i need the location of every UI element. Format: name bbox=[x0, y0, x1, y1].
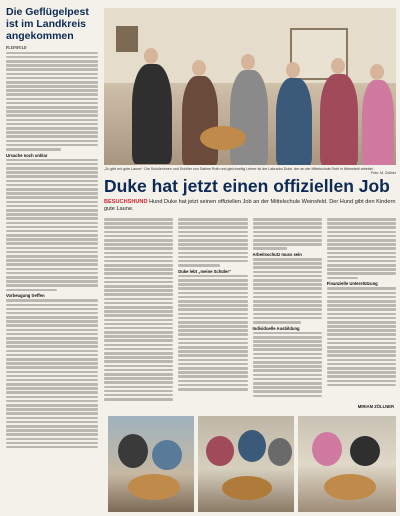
classroom-photo bbox=[104, 8, 396, 165]
article-column-4 bbox=[327, 218, 396, 418]
subhead-finanzielle: Finanzielle Unterstützung bbox=[326, 281, 378, 287]
article-column-1 bbox=[104, 218, 173, 418]
deck-text: Hund Duke hat jetzt seinen offiziellen Job an der Mittelschule Weinsfeld. Der Hund gibt den Kindern gute Laune. bbox=[104, 199, 396, 212]
photo-caption-text: „Zu gibt mir gute Laune“: Die Schülerinnen und Schüler von Sabine Roth und gleichzeitig Lehrer ist der Labrador Duke, der an der Mittelschule Roth in Weinsfeld arbeitet. bbox=[104, 167, 374, 171]
sidebar-body bbox=[6, 46, 98, 448]
sidebar-dateline: PLEINFELD bbox=[6, 46, 27, 50]
deck-dateline: BESUCHSHUND bbox=[104, 199, 148, 205]
sidebar-subhead-1: Ursache noch unklar bbox=[6, 152, 48, 158]
article-column-2 bbox=[178, 218, 247, 418]
photo-caption bbox=[104, 167, 396, 176]
sidebar-text-block-1 bbox=[6, 52, 98, 151]
subhead-arbeitsschutz: Arbeitsschutz muss sein bbox=[252, 251, 302, 257]
main-headline: Duke hat jetzt einen offiziellen Job bbox=[104, 176, 390, 196]
photo-credit: Foto: M. Zollner bbox=[370, 171, 396, 176]
article-deck bbox=[104, 199, 396, 213]
sidebar-subhead-2: Vorbeugung treffen bbox=[6, 293, 45, 299]
subhead-ausbildung: Individuelle Ausbildung bbox=[252, 325, 300, 331]
sidebar-text-block-3 bbox=[6, 299, 98, 448]
subhead-duke-lebt: Duke lebt „meine Schüler“ bbox=[178, 268, 232, 274]
photo-bottom-3 bbox=[298, 416, 396, 512]
sidebar-article bbox=[6, 6, 98, 448]
article-column-3 bbox=[253, 218, 322, 418]
sidebar-headline: Die Geflügelpest ist im Landkreis angekommen bbox=[6, 6, 89, 42]
byline: MIRIAM ZÖLLNER bbox=[357, 404, 394, 409]
article-columns bbox=[104, 218, 396, 418]
photo-bottom-2 bbox=[198, 416, 294, 512]
sidebar-text-block-2 bbox=[6, 159, 98, 291]
photo-bottom-1 bbox=[108, 416, 194, 512]
